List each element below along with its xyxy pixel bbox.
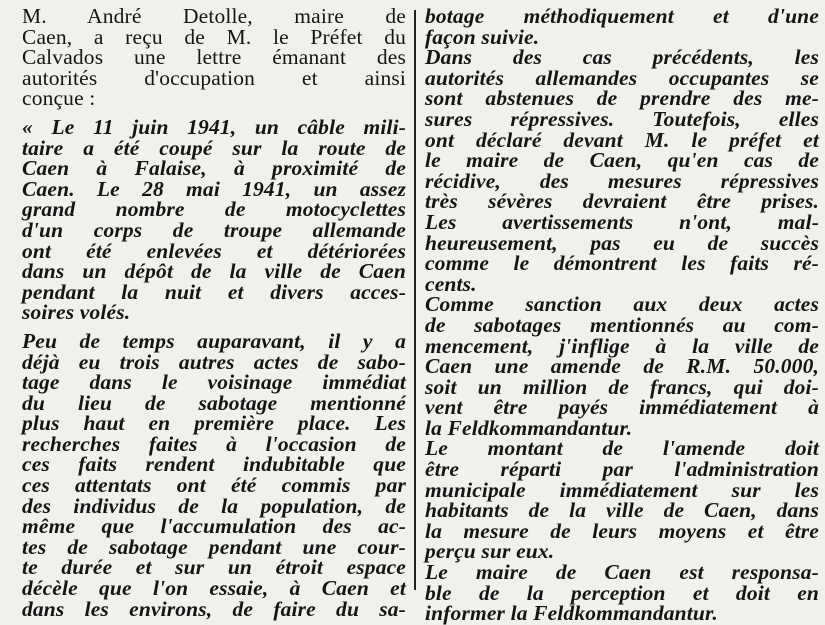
- text-line: être réparti par l'administration: [425, 457, 819, 482]
- text-line: dans les environs, de faire du sa-: [22, 596, 406, 621]
- text-line: dans un dépôt de la ville de Caen: [22, 259, 406, 284]
- left-column: [22, 6, 406, 619]
- text-line: des individus de la population, de: [22, 493, 406, 518]
- text-line: municipale immédiatement sur les: [425, 477, 819, 502]
- text-line: Peu de temps auparavant, il y a: [22, 328, 406, 353]
- text-line: cents.: [425, 271, 477, 296]
- text-line: taire a été coupé sur la route de: [22, 135, 406, 160]
- text-line: Caen, a reçu de M. le Préfet du: [22, 24, 406, 49]
- text-line: te durée et sur un étroit espace: [22, 555, 406, 580]
- text-line: soires volés.: [22, 300, 131, 325]
- text-line: heureusement, pas eu de succès: [425, 230, 819, 255]
- text-line: tes de sabotage pendant une cour-: [22, 534, 406, 559]
- text-line: très sévères devraient être prises.: [425, 189, 819, 214]
- text-line: Caen. Le 28 mai 1941, un assez: [22, 176, 406, 201]
- text-line: récidive, des mesures répressives: [425, 168, 819, 193]
- text-line: « Le 11 juin 1941, un câble mili-: [22, 114, 406, 139]
- text-line: Les avertissements n'ont, mal-: [425, 209, 819, 234]
- text-line: vent être payés immédiatement à: [425, 395, 819, 420]
- text-line: le maire de Caen, qu'en cas de: [425, 148, 819, 173]
- text-line: Le maire de Caen est responsa-: [425, 560, 819, 585]
- text-line: la Feldkommandantur.: [425, 415, 633, 440]
- text-line: pendant la nuit et divers acces-: [22, 279, 406, 304]
- text-line: plus haut en première place. Les: [22, 411, 406, 436]
- text-line: informer la Feldkommandantur.: [425, 601, 718, 625]
- text-line: conçue :: [22, 86, 96, 111]
- text-line: façon suivie.: [425, 24, 540, 49]
- text-line: Le montant de l'amende doit: [425, 436, 819, 461]
- text-line: du lieu de sabotage mentionné: [22, 390, 406, 415]
- right-column: [425, 6, 819, 624]
- text-line: Comme sanction aux deux actes: [425, 292, 819, 317]
- text-line: ble de la perception et doit en: [425, 580, 819, 605]
- text-line: mencement, j'inflige à la ville de: [425, 333, 819, 358]
- text-line: M. André Detolle, maire de: [22, 4, 406, 28]
- text-line: botage méthodiquement et d'une: [425, 4, 819, 28]
- text-line: Caen à Falaise, à proximité de: [22, 156, 406, 181]
- text-line: d'un corps de troupe allemande: [22, 217, 406, 242]
- text-line: ces faits rendent indubitable que: [22, 452, 406, 477]
- text-line: soit un million de francs, qui doi-: [425, 374, 819, 399]
- text-line: tage dans le voisinage immédiat: [22, 370, 406, 395]
- text-line: déjà eu trois autres actes de sabo-: [22, 349, 406, 374]
- text-line: sont abstenues de prendre des me-: [425, 86, 819, 111]
- text-line: de sabotages mentionnés au com-: [425, 312, 819, 337]
- text-line: ont été enlevées et détériorées: [22, 238, 406, 263]
- text-line: la mesure de leurs moyens et être: [425, 518, 819, 543]
- text-line: Dans des cas précédents, les: [425, 45, 819, 70]
- text-line: Calvados une lettre émanant des: [22, 45, 406, 70]
- column-divider: [414, 10, 416, 590]
- text-line: ces attentats ont été commis par: [22, 473, 406, 498]
- text-line: décèle que l'on essaie, à Caen et: [22, 576, 406, 601]
- text-line: grand nombre de motocyclettes: [22, 197, 406, 222]
- text-line: même que l'accumulation des ac-: [22, 514, 406, 539]
- text-line: Caen une amende de R.M. 50.000,: [425, 354, 819, 379]
- text-line: autorités allemandes occupantes se: [425, 65, 819, 90]
- text-line: autorités d'occupation et ainsi: [22, 65, 406, 90]
- text-line: habitants de la ville de Caen, dans: [425, 498, 819, 523]
- text-line: recherches faites à l'occasion de: [22, 431, 406, 456]
- text-line: perçu sur eux.: [425, 539, 555, 564]
- text-line: sures répressives. Toutefois, elles: [425, 106, 819, 131]
- text-line: comme le démontrent les faits ré-: [425, 251, 819, 276]
- text-line: ont déclaré devant M. le préfet et: [425, 127, 819, 152]
